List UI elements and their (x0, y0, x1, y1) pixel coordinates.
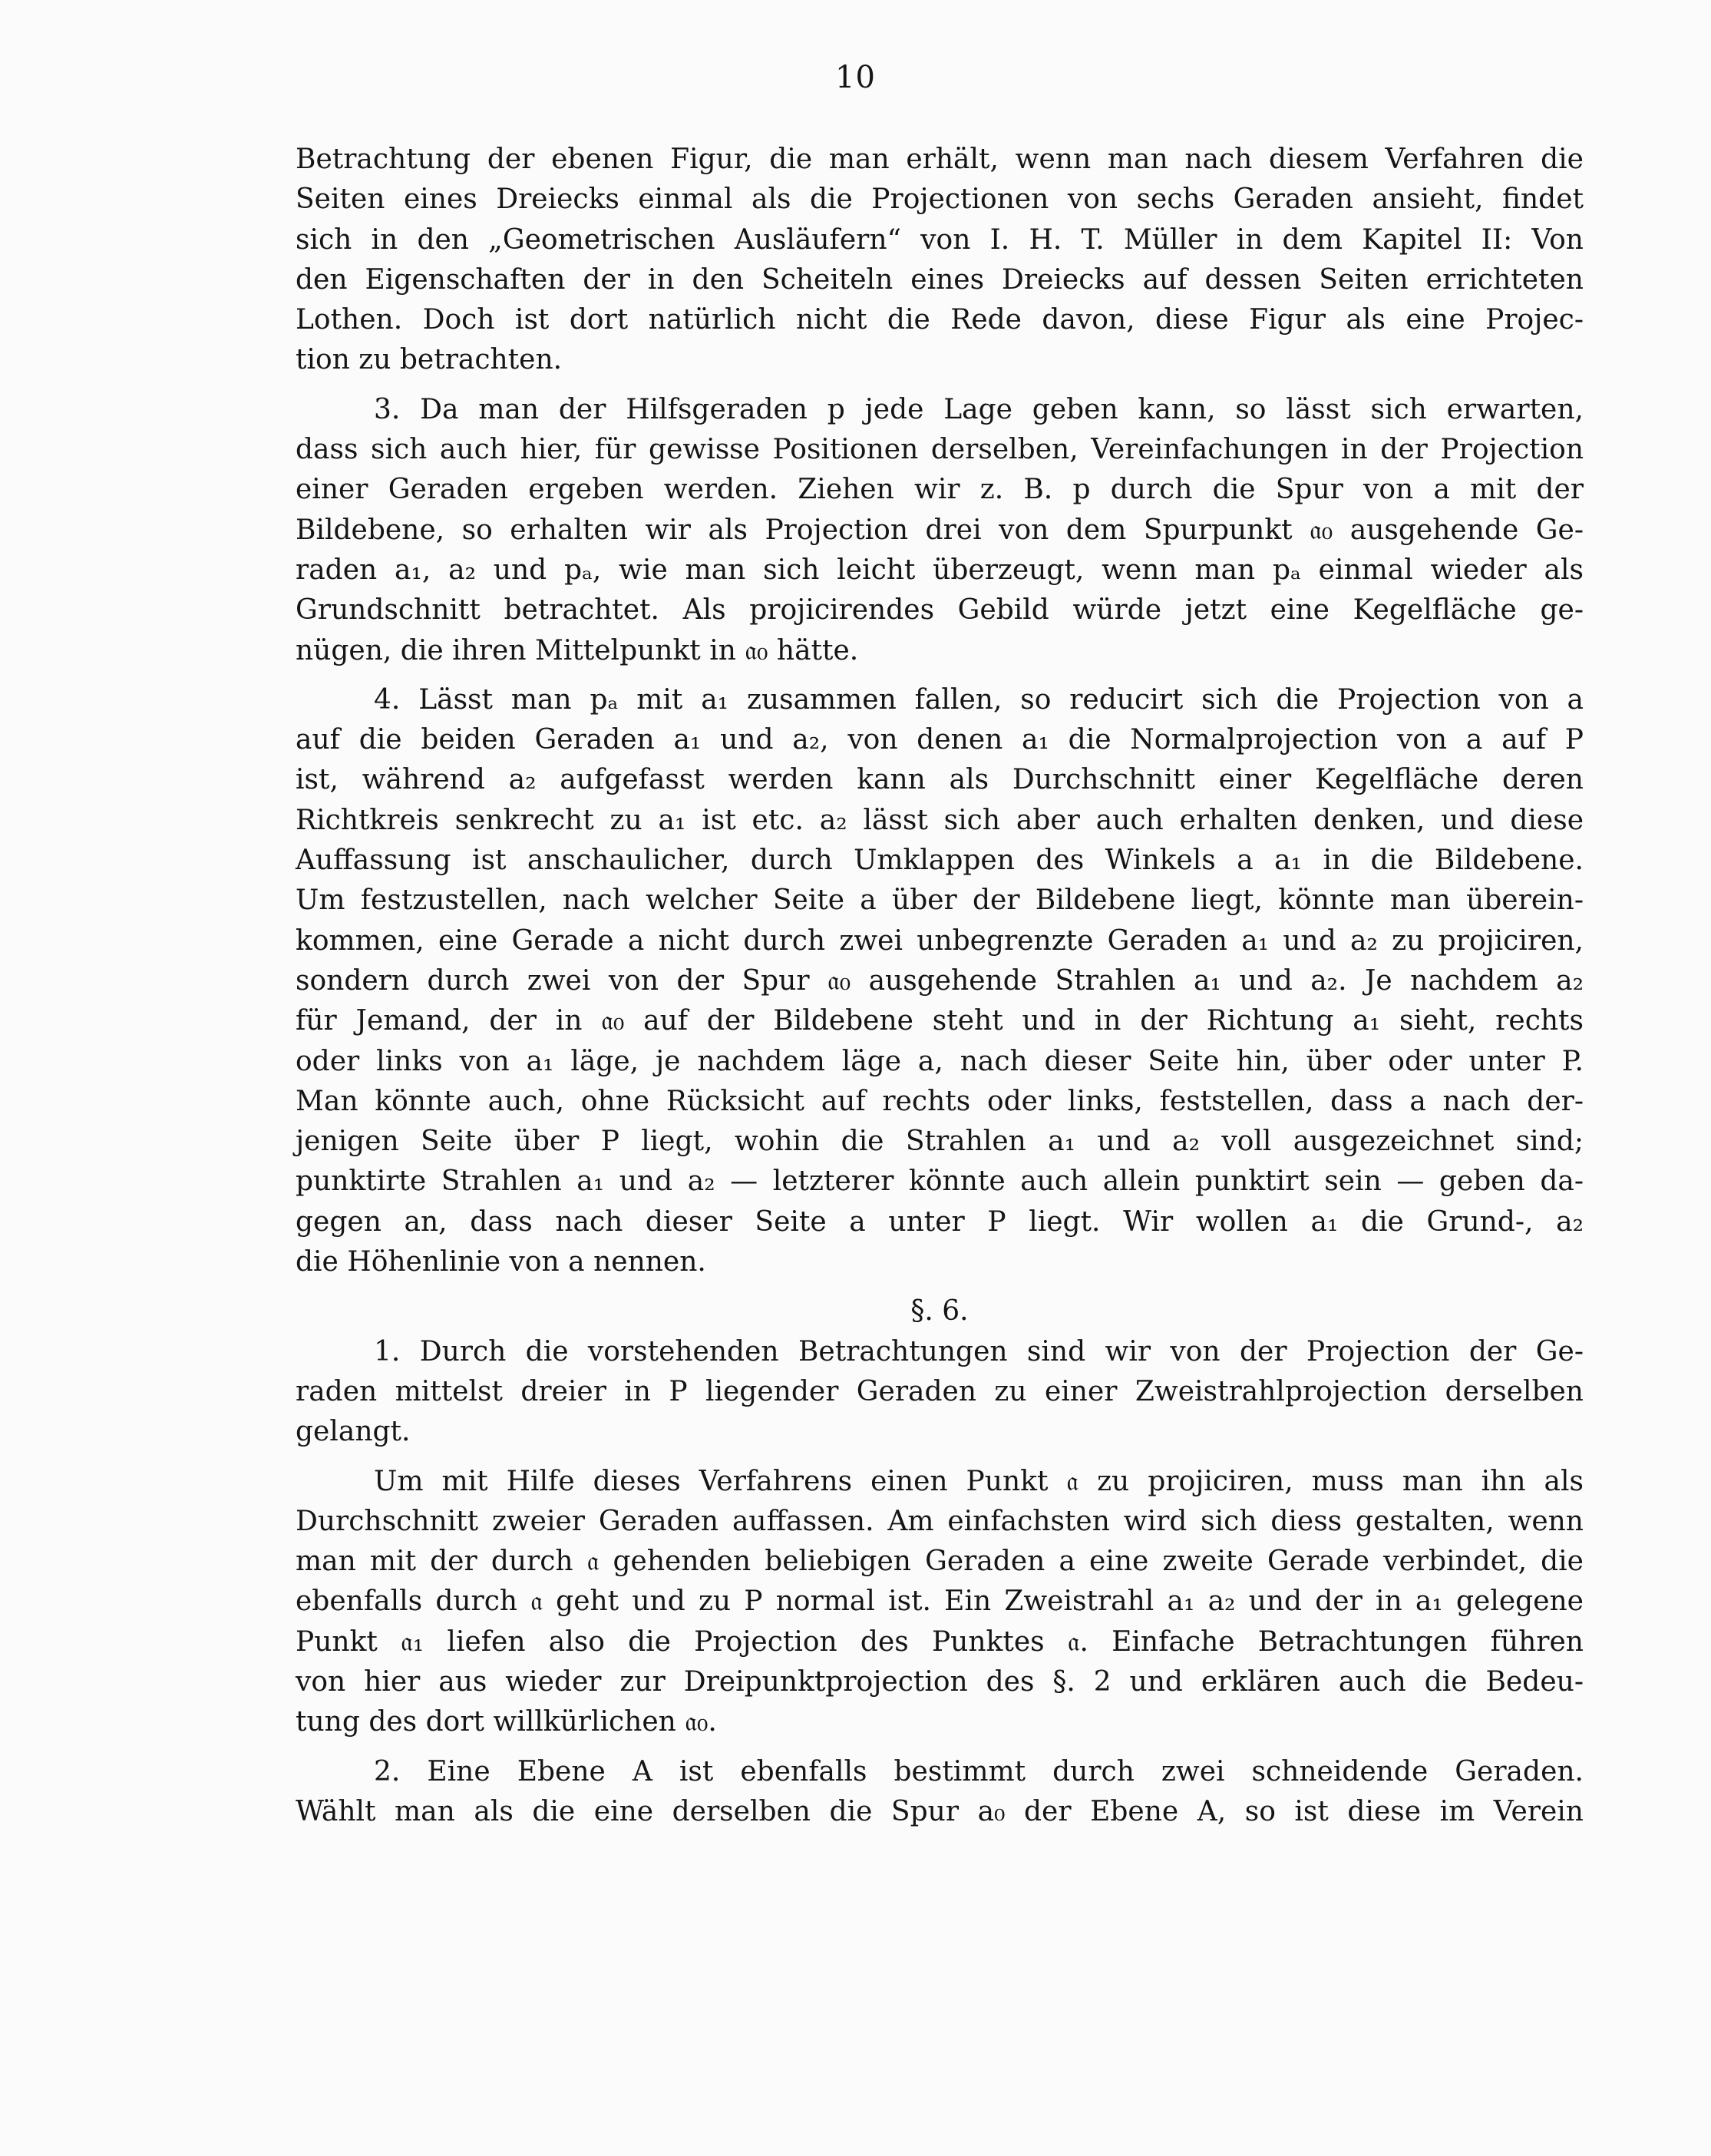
text-line: ist, während a₂ aufgefasst werden kann als Durchschnitt einer Kegelfläche deren (296, 764, 1584, 796)
text-line: oder links von a₁ läge, je nachdem läge a, nach dieser Seite hin, über oder unter P. (296, 1045, 1584, 1077)
text-line: Um mit Hilfe dieses Verfahrens einen Punkt 𝔞 zu projiciren, muss man ihn als (374, 1465, 1584, 1497)
text-line: kommen, eine Gerade a nicht durch zwei unbegrenzte Geraden a₁ und a₂ zu projiciren, (296, 924, 1584, 957)
text-line: 2. Eine Ebene A ist ebenfalls bestimmt durch zwei schneidende Geraden. (374, 1755, 1584, 1787)
text-line: einer Geraden ergeben werden. Ziehen wir z. B. p durch die Spur von a mit der (296, 474, 1584, 506)
text-line: die Höhenlinie von a nennen. (296, 1246, 706, 1278)
text-line: Durchschnitt zweier Geraden auffassen. Am einfachsten wird sich diess gestalten, wenn (296, 1505, 1584, 1537)
text-line: jenigen Seite über P liegt, wohin die Strahlen a₁ und a₂ voll ausgezeichnet sind; (296, 1126, 1584, 1158)
text-line: gelangt. (296, 1416, 411, 1448)
text-line: ebenfalls durch 𝔞 geht und zu P normal ist. Ein Zweistrahl a₁ a₂ und der in a₁ gelegene (296, 1586, 1584, 1618)
text-line: 3. Da man der Hilfsgeraden p jede Lage geben kann, so lässt sich erwarten, (374, 393, 1584, 425)
body-text (296, 140, 1584, 1832)
text-line: den Eigenschaften der in den Scheiteln eines Dreiecks auf dessen Seiten errichteten (296, 263, 1584, 296)
text-line: tion zu betrachten. (296, 344, 563, 376)
page-number: 10 (835, 60, 876, 95)
text-line: raden mittelst dreier in P liegender Geraden zu einer Zweistrahlprojection derselben (296, 1375, 1584, 1407)
text-line: 4. Lässt man pₐ mit a₁ zusammen fallen, so reducirt sich die Projection von a (374, 683, 1584, 716)
text-line: gegen an, dass nach dieser Seite a unter P liegt. Wir wollen a₁ die Grund-, a₂ (296, 1205, 1584, 1238)
text-line: nügen, die ihren Mittelpunkt in 𝔞₀ hätte. (296, 634, 859, 666)
text-line: Betrachtung der ebenen Figur, die man erhält, wenn man nach diesem Verfahren die (296, 144, 1584, 175)
text-line: §. 6. (910, 1295, 969, 1328)
text-line: auf die beiden Geraden a₁ und a₂, von denen a₁ die Normalprojection von a auf P (296, 724, 1584, 756)
text-line: Punkt 𝔞₁ liefen also die Projection des Punktes 𝔞. Einfache Betrachtungen führen (296, 1625, 1584, 1658)
text-line: von hier aus wieder zur Dreipunktprojection des §. 2 und erklären auch die Bedeu- (296, 1665, 1584, 1698)
text-line: Grundschnitt betrachtet. Als projicirendes Gebild würde jetzt eine Kegelfläche ge- (296, 594, 1584, 627)
text-line: Bildebene, so erhalten wir als Projection drei von dem Spurpunkt 𝔞₀ ausgehende Ge- (296, 514, 1584, 546)
text-line: man mit der durch 𝔞 gehenden beliebigen Geraden a eine zweite Gerade verbindet, die (296, 1546, 1584, 1578)
text-line: Auffassung ist anschaulicher, durch Umklappen des Winkels a a₁ in die Bildebene. (296, 845, 1584, 877)
text-line: sondern durch zwei von der Spur 𝔞₀ ausgehende Strahlen a₁ und a₂. Je nachdem a₂ (296, 964, 1584, 997)
text-line: Seiten eines Dreiecks einmal als die Projectionen von sechs Geraden ansieht, findet (296, 184, 1584, 216)
text-line: sich in den „Geometrischen Ausläufern“ von I. H. T. Müller in dem Kapitel II: Von (296, 223, 1584, 256)
text-line: 1. Durch die vorstehenden Betrachtungen sind wir von der Projection der Ge- (374, 1335, 1584, 1367)
text-line: Wählt man als die eine derselben die Spur a₀ der Ebene A, so ist diese im Verein (296, 1795, 1584, 1827)
text-line: Richtkreis senkrecht zu a₁ ist etc. a₂ lässt sich aber auch erhalten denken, und diese (296, 804, 1584, 836)
text-line: Lothen. Doch ist dort natürlich nicht die Rede davon, diese Figur als eine Projec- (296, 304, 1584, 336)
text-line: punktirte Strahlen a₁ und a₂ — letzterer könnte auch allein punktirt sein — geben da- (296, 1166, 1584, 1198)
text-line: Man könnte auch, ohne Rücksicht auf rechts oder links, feststellen, dass a nach der- (296, 1085, 1584, 1117)
text-line: für Jemand, der in 𝔞₀ auf der Bildebene steht und in der Richtung a₁ sieht, rechts (296, 1005, 1584, 1037)
text-line: Um festzustellen, nach welcher Seite a über der Bildebene liegt, könnte man überein- (296, 885, 1584, 917)
text-line: dass sich auch hier, für gewisse Positionen derselben, Vereinfachungen in der Projection (296, 434, 1584, 466)
text-line: raden a₁, a₂ und pₐ, wie man sich leicht überzeugt, wenn man pₐ einmal wieder als (296, 554, 1584, 586)
text-line: tung des dort willkürlichen 𝔞₀. (296, 1706, 717, 1738)
